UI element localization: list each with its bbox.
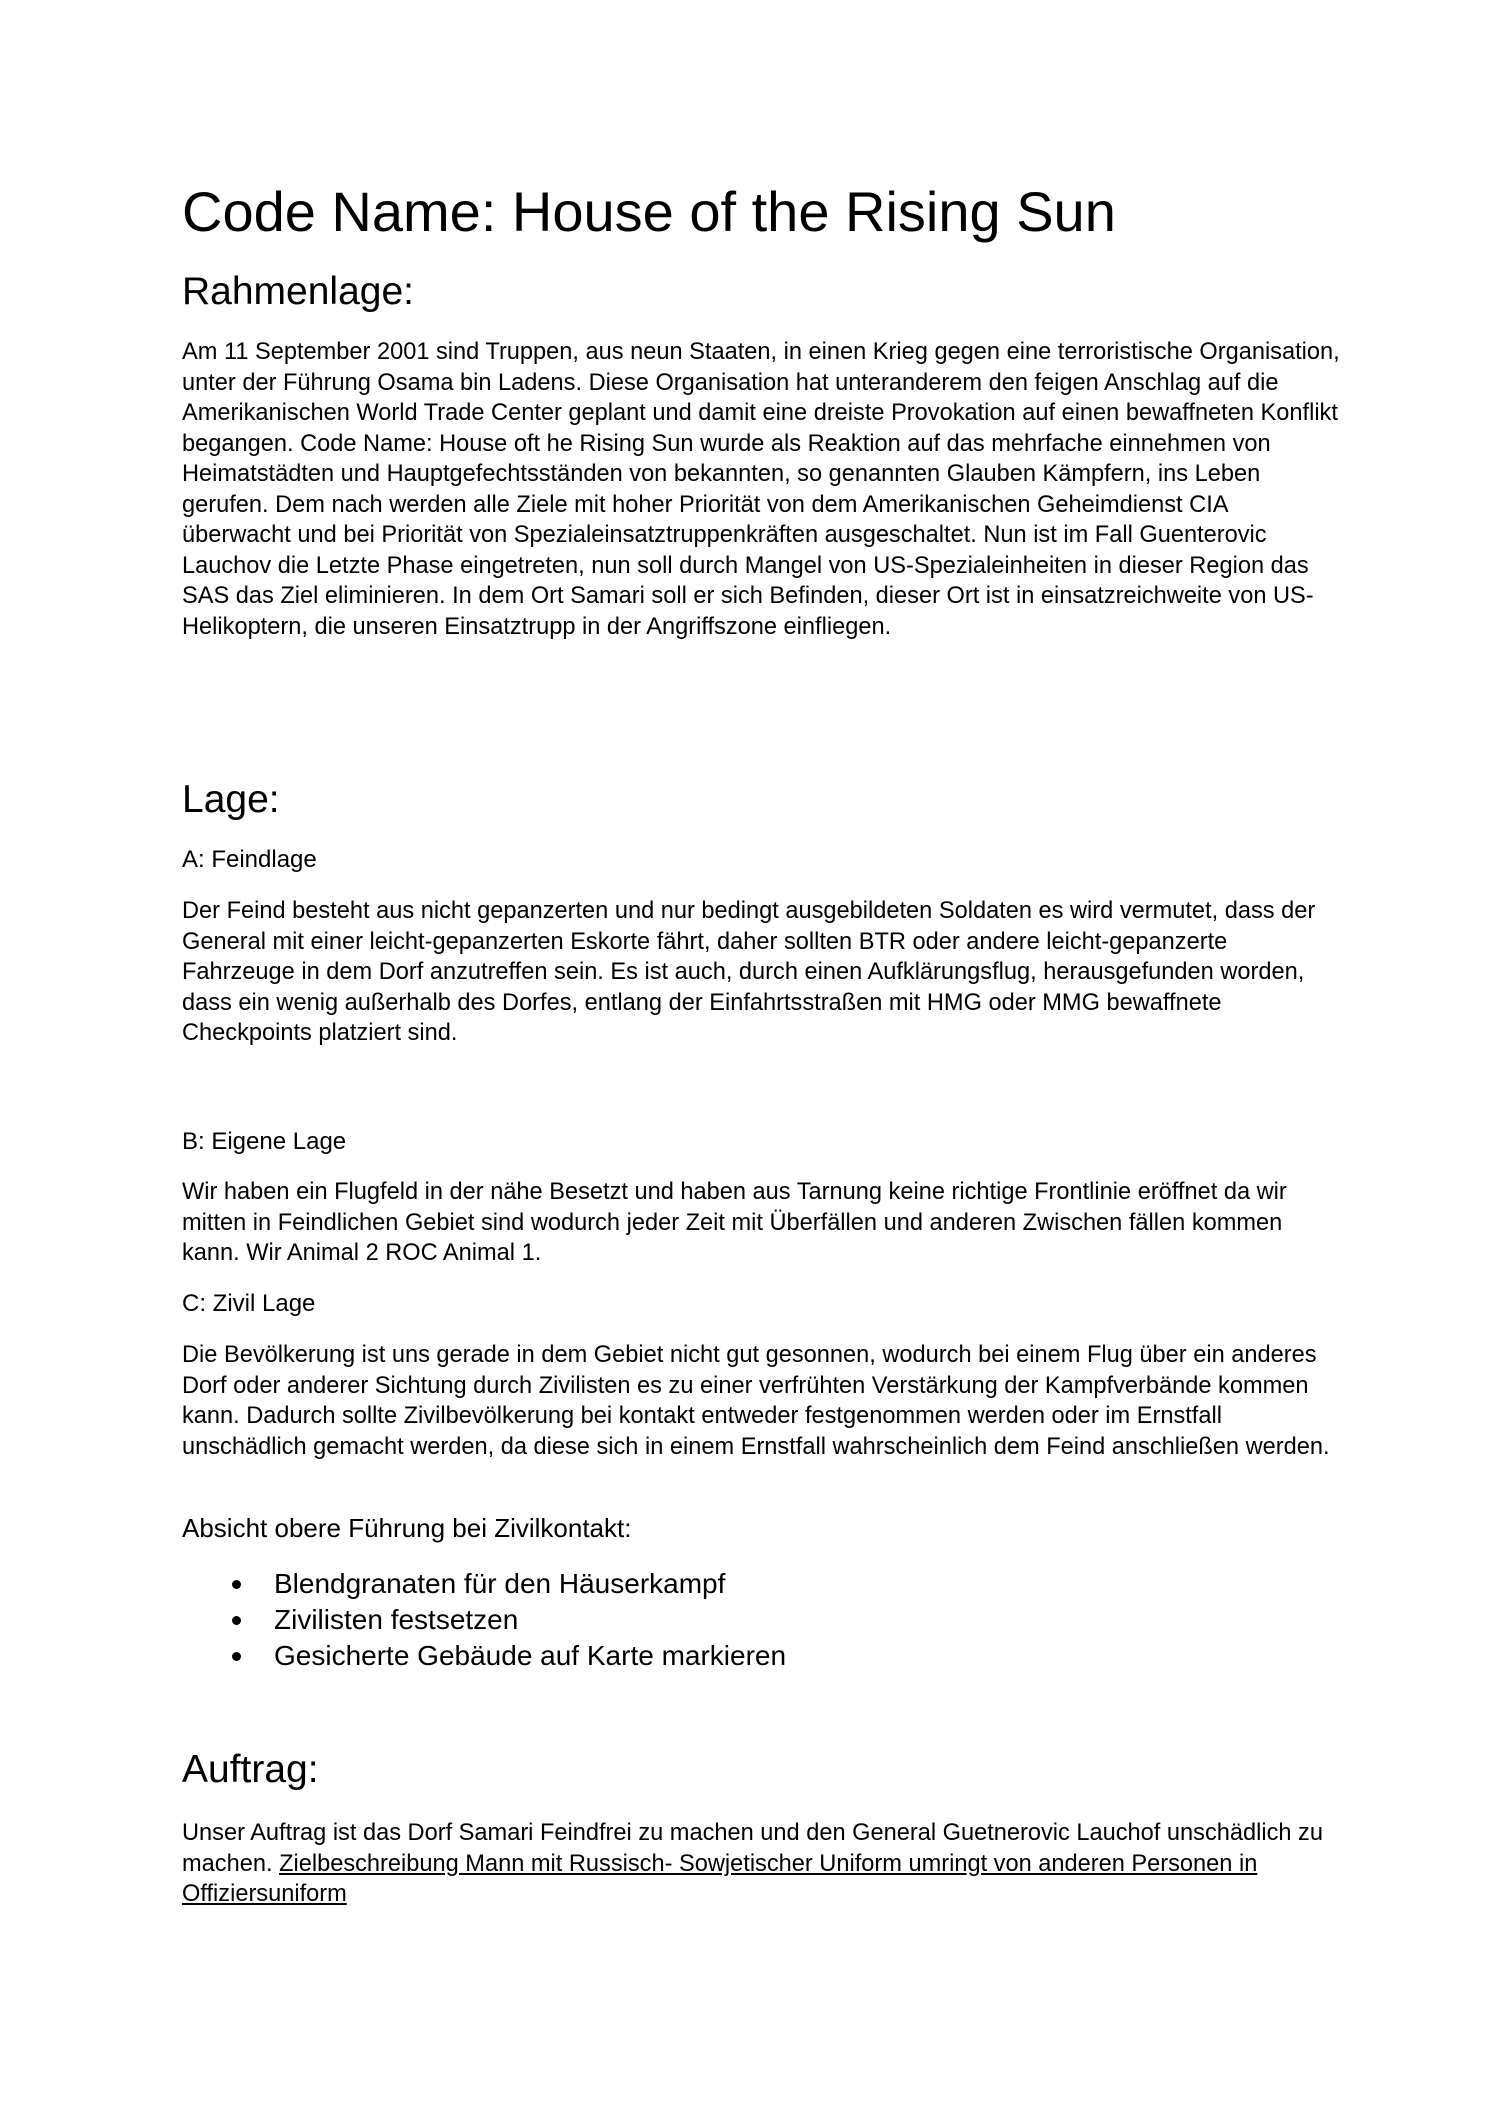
bullet-icon <box>232 1580 241 1589</box>
target-description: Zielbeschreibung Mann mit Russisch- Sowjetischer Uniform umringt von anderen Personen in Offiziersuniform <box>182 1850 1258 1907</box>
list-item-text: Blendgranaten für den Häuserkampf <box>274 1568 726 1599</box>
heading-lage: Lage: <box>182 778 280 821</box>
paragraph-zivil-lage: Die Bevölkerung ist uns gerade in dem Gebiet nicht gut gesonnen, wodurch bei einem Flug über ein anderes Dorf oder anderer Sichtung durch Zivilisten es zu einer verfrühten Verstärkung der Kampfverbände kommen kann. Dadurch sollte Zivilbevölkerung bei kontakt entweder festgenommen werden oder im Ernstfall unschädlich gemacht werden, da diese sich in einem Ernstfall wahrscheinlich dem Feind anschließen werden. <box>182 1342 1330 1460</box>
heading-auftrag: Auftrag: <box>182 1748 319 1791</box>
paragraph-eigene-lage: Wir haben ein Flugfeld in der nähe Besetzt und haben aus Tarnung keine richtige Frontlinie eröffnet da wir mitten in Feindlichen Gebiet sind wodurch jeder Zeit mit Überfällen und anderen Zwischen fällen kommen kann. Wir Animal 2 ROC Animal 1. <box>182 1179 1287 1266</box>
subheading-zivil-lage: C: Zivil Lage <box>182 1290 316 1317</box>
paragraph-auftrag <box>182 1818 1342 1910</box>
page-title: Code Name: House of the Rising Sun <box>182 180 1116 243</box>
absicht-list <box>182 1566 1342 1674</box>
list-item-text: Gesicherte Gebäude auf Karte markieren <box>274 1640 787 1671</box>
subheading-eigene-lage: B: Eigene Lage <box>182 1128 347 1155</box>
bullet-icon <box>232 1652 241 1661</box>
list-item <box>182 1638 1342 1674</box>
heading-rahmenlage: Rahmenlage: <box>182 270 414 313</box>
subheading-feindlage: A: Feindlage <box>182 846 317 873</box>
list-item-text: Zivilisten festsetzen <box>274 1604 519 1635</box>
auftrag-text: Unser Auftrag ist das Dorf Samari Feindfrei zu machen und den General Guetnerovic Lauchof unschädlich zu machen. <box>182 1820 1323 1877</box>
bullet-icon <box>232 1616 241 1625</box>
paragraph-feindlage: Der Feind besteht aus nicht gepanzerten und nur bedingt ausgebildeten Soldaten es wird vermutet, dass der General mit einer leicht-gepanzerten Eskorte fährt, daher sollten BTR oder andere leicht-gepanzerte Fahrzeuge in dem Dorf anzutreffen sein. Es ist auch, durch einen Aufklärungsflug, herausgefunden worden, dass ein wenig außerhalb des Dorfes, entlang der Einfahrtsstraßen mit HMG oder MMG bewaffnete Checkpoints platziert sind. <box>182 898 1316 1046</box>
list-item <box>182 1566 1342 1602</box>
subheading-absicht: Absicht obere Führung bei Zivilkontakt: <box>182 1513 632 1543</box>
list-item <box>182 1602 1342 1638</box>
paragraph-rahmenlage: Am 11 September 2001 sind Truppen, aus neun Staaten, in einen Krieg gegen eine terroristische Organisation, unter der Führung Osama bin Ladens. Diese Organisation hat unteranderem den feigen Anschlag auf die Amerikanischen World Trade Center geplant und damit eine dreiste Provokation auf einen bewaffneten Konflikt begangen. Code Name: House oft he Rising Sun wurde als Reaktion auf das mehrfache einnehmen von Heimatstädten und Hauptgefechtsständen von bekannten, so genannten Glauben Kämpfern, ins Leben gerufen. Dem nach werden alle Ziele mit hoher Priorität von dem Amerikanischen Geheimdienst CIA überwacht und bei Priorität von Spezialeinsatztruppenkräften ausgeschaltet. Nun ist im Fall Guenterovic Lauchov die Letzte Phase eingetreten, nun soll durch Mangel von US-Spezialeinheiten in dieser Region das SAS das Ziel eliminieren. In dem Ort Samari soll er sich Befinden, dieser Ort ist in einsatzreichweite von US-Helikoptern, die unseren Einsatztrupp in der Angriffszone einfliegen. <box>182 339 1340 640</box>
